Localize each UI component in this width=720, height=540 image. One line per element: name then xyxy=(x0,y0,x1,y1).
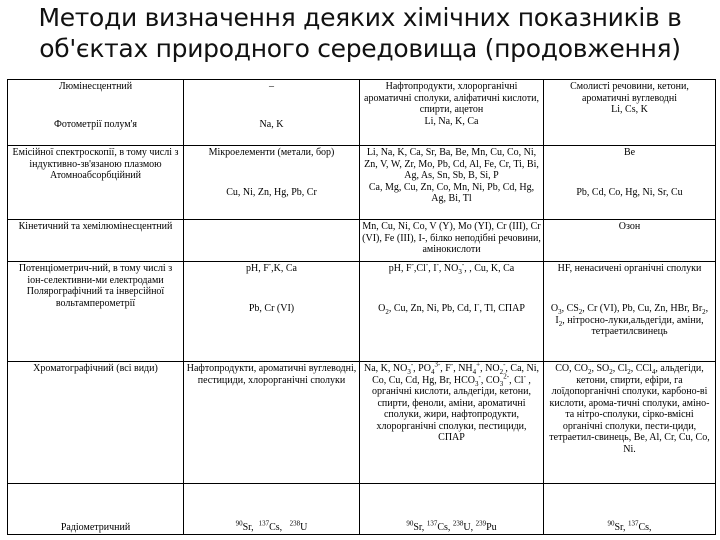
water-cell xyxy=(360,80,544,146)
air-cell xyxy=(544,146,716,220)
title-line-2: об'єктах природного середовища (продовження) xyxy=(39,34,681,63)
table-row xyxy=(8,220,716,262)
elements-cell xyxy=(184,262,360,362)
elements-cell xyxy=(184,80,360,146)
air-cell: Озон xyxy=(544,220,716,262)
cell-text: Полярографічний та інверсійної вольтамперометрії xyxy=(26,286,165,309)
cell-text: Мікроелементи (метали, бор) xyxy=(208,147,335,158)
air-cell xyxy=(544,80,716,146)
cell-text: Pb, Cd, Co, Hg, Ni, Sr, Cu xyxy=(576,187,683,198)
cell-text: pH, F-,Cl-, I-, $NO_3^-$, , Cu, K, Ca xyxy=(388,261,515,276)
cell-text: Нафтопродукти, хлорорганічні ароматичні сполуки, аліфатичні кислоти, спирти, ацетон xyxy=(364,81,539,115)
cell-text: Потенціометрич-ний, в тому числі з іон-селективни-ми електродами xyxy=(18,263,173,286)
table-row xyxy=(8,484,716,535)
cell-text: Pb, Cr (VI) xyxy=(248,303,295,314)
water-cell: Na, K, $NO_3^-$, $PO_4^{3-}$, F-, $NH_4^+$, $NO_2^-$, Ca, Ni, Co, Cu, Cd, Hg, Br, $HCO_3^-$, $CO_3^{2-}$, Cl- , органічні кислоти, альдегіди, кетони, спирти, феноли, аміни, ароматичні сполуки, жири, нафтопродукти, хлорорганічні сполуки, пестициди, СПАР xyxy=(360,362,544,484)
elements-cell xyxy=(184,146,360,220)
elements-cell: Нафтопродукти, ароматичні вуглеводні, пестициди, хлорорганічні сполуки xyxy=(184,362,360,484)
air-cell: CO, $CO_2$, $SO_2$, $Cl_2$, CCl$_4$, альдегіди, кетони, спирти, ефіри, га лоїдопорганічні сполуки, карбоно-ві кислоти, арома-тичні сполуки, аміно- та нітро-сполуки, сірко-вмісні органічні сполуки, пести-циди, тетраетил-свинець, Be, Al, Cr, Cu, Co, Ni. xyxy=(544,362,716,484)
cell-text: Li, Na, K, Ca, Sr, Ba, Be, Mn, Cu, Co, Ni, Zn, V, W, Zr, Mo, Pb, Cd, Al, Fe, Cr, Ti, Bi, Ag, As, Sn, Sb, B, Si, P xyxy=(364,147,539,181)
table-row xyxy=(8,362,716,484)
cell-text: Смолисті речовини, кетони, ароматичні вуглеводні xyxy=(570,81,689,104)
cell-text: pH, F-,K, Ca xyxy=(246,261,297,274)
cell-text: Ca, Mg, Cu, Zn, Co, Mn, Ni, Pb, Cd, Hg, Ag, Bi, Tl xyxy=(368,181,535,204)
cell-text: Фотометрії полум'я xyxy=(54,119,137,130)
method-cell xyxy=(8,262,184,362)
method-cell: Радіометричний xyxy=(8,484,184,535)
cell-text: $O_2$, Cu, Zn, Ni, Pb, Cd, I-, Tl, СПАР xyxy=(378,300,525,316)
water-cell xyxy=(360,146,544,220)
method-cell xyxy=(8,146,184,220)
water-cell: $^{90}$Sr, $^{137}$Cs, $^{238}$U, $^{239}$Pu xyxy=(360,484,544,535)
cell-text: HF, ненасичені органічні сполуки xyxy=(557,263,702,274)
water-cell: Mn, Cu, Ni, Co, V (Y), Mo (YI), Cr (III), Cr (VI), Fe (III), I-, білко неподібні речовини, амінокислоти xyxy=(360,220,544,262)
methods-table xyxy=(7,79,716,535)
elements-cell: $^{90}$Sr, $^{137}$Cs, $^{238}$U xyxy=(184,484,360,535)
water-cell xyxy=(360,262,544,362)
cell-text: Li, Cs, K xyxy=(611,104,648,115)
cell-text: Be xyxy=(623,147,636,158)
method-cell xyxy=(8,80,184,146)
title-line-1: Методи визначення деяких хімічних показників в xyxy=(38,3,682,32)
cell-text: $O_3$, $CS_2$, Cr (VI), Pb, Cu, Zn, HBr, $Br_2$, $I_2$, нітросно-луки,альдегіди, аміни, тетраетилсвинець xyxy=(550,303,709,337)
method-cell: Хроматографічний (всі види) xyxy=(8,362,184,484)
cell-text: Атомноабсорбційний xyxy=(49,170,142,181)
page-title xyxy=(0,2,720,64)
cell-text: – xyxy=(269,81,274,92)
air-cell xyxy=(544,262,716,362)
cell-text: Li, Na, K, Ca xyxy=(424,115,479,127)
method-cell: Кінетичний та хемілюмінесцентний xyxy=(8,220,184,262)
elements-cell xyxy=(184,220,360,262)
air-cell: $^{90}$Sr, $^{137}$Cs, xyxy=(544,484,716,535)
cell-text: Na, K xyxy=(259,119,284,130)
cell-text: Емісійної спектроскопії, в тому числі з індуктивно-зв'язаною плазмою xyxy=(12,147,179,170)
cell-text: Люмінесцентний xyxy=(58,81,133,92)
table-row xyxy=(8,80,716,146)
table-row xyxy=(8,262,716,362)
table-row xyxy=(8,146,716,220)
cell-text: Cu, Ni, Zn, Hg, Pb, Cr xyxy=(226,187,317,198)
